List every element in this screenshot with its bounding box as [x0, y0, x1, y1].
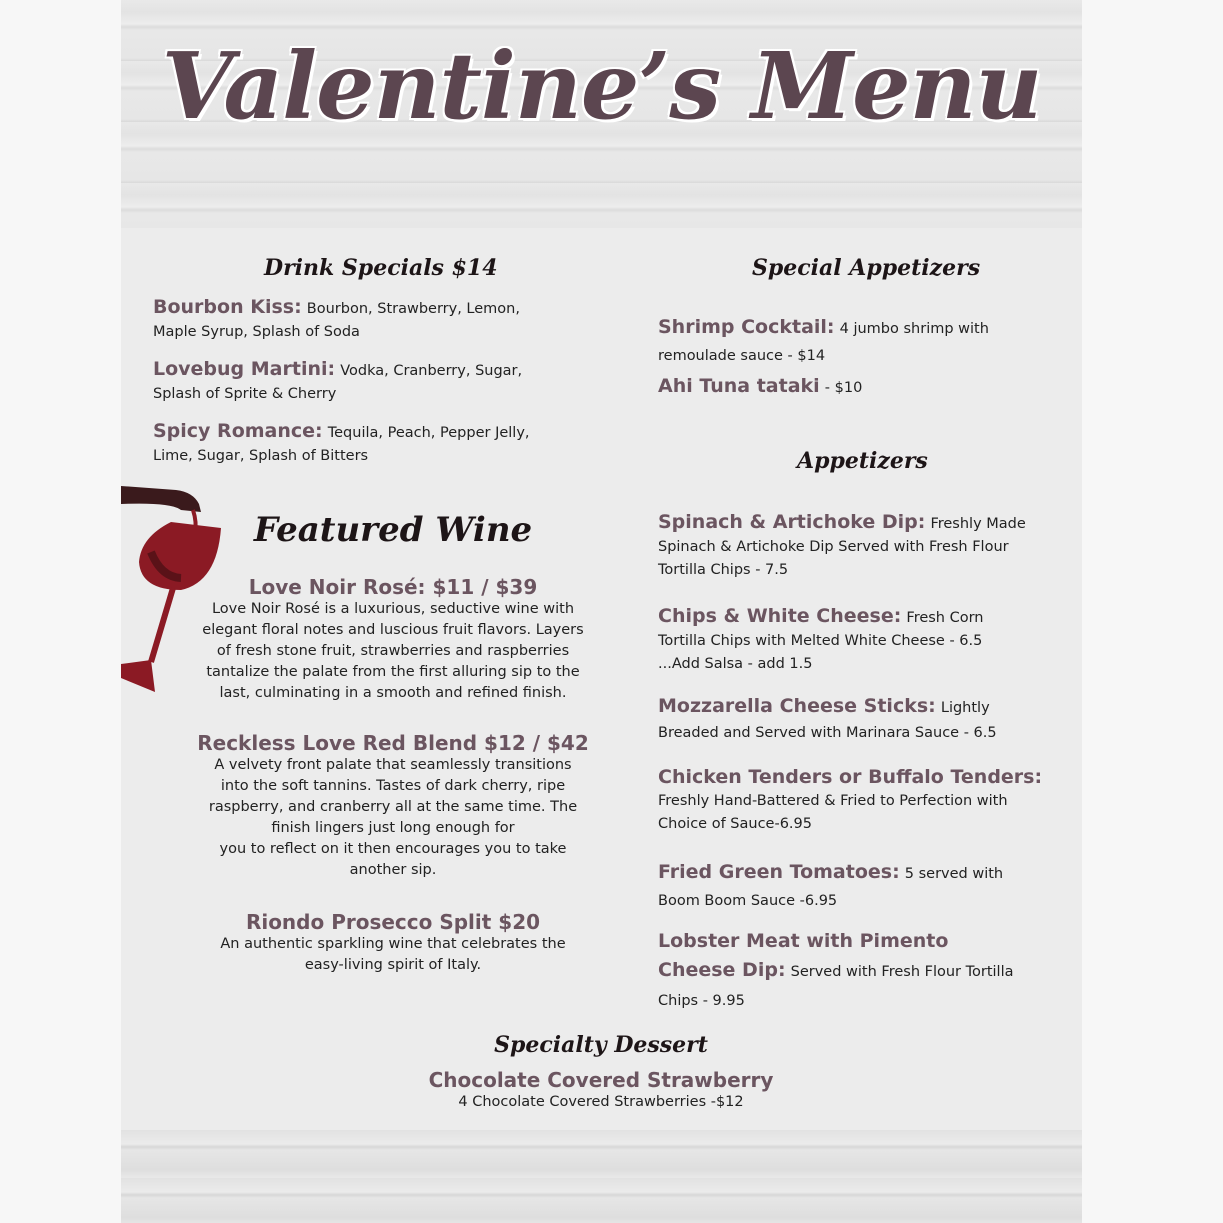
special-appetizer-item: Ahi Tuna tataki - $10	[658, 375, 863, 397]
wine-item: Love Noir Rosé: $11 / $39 Love Noir Rosé is a luxurious, seductive wine with elegant floral notes and luscious fruit flavors. Layers of fresh stone fruit, strawberries and raspberries tantalize the palate from the first alluring sip to the last, culminating in a smooth and refined finish.	[202, 575, 584, 701]
drink-item: Bourbon Kiss: Bourbon, Strawberry, Lemon, Maple Syrup, Splash of Soda	[153, 296, 520, 340]
special-appetizer-item: Shrimp Cocktail: 4 jumbo shrimp with remoulade sauce - $14	[658, 316, 989, 364]
appetizers-heading: Appetizers	[797, 448, 928, 474]
appetizer-item: Chips & White Cheese: Fresh Corn Tortilla Chips with Melted White Cheese - 6.5 ...Add Salsa - add 1.5	[658, 605, 984, 672]
appetizer-item: Mozzarella Cheese Sticks: Lightly Breaded and Served with Marinara Sauce - 6.5	[658, 695, 997, 741]
drinks-heading: Drink Specials $14	[264, 255, 498, 281]
wine-item: Reckless Love Red Blend $12 / $42 A velvety front palate that seamlessly transitions into the soft tannins. Tastes of dark cherry, ripe raspberry, and cranberry all at the same time. The finish lingers just long enough for you to reflect on it then encourages you to take another sip.	[197, 731, 589, 878]
special-appetizers-heading: Special Appetizers	[752, 255, 981, 281]
dessert-heading: Specialty Dessert	[494, 1032, 708, 1058]
drink-item: Lovebug Martini: Vodka, Cranberry, Sugar, Splash of Sprite & Cherry	[153, 358, 523, 402]
appetizer-item: Fried Green Tomatoes: 5 served with Boom Boom Sauce -6.95	[658, 861, 1004, 909]
appetizer-item: Lobster Meat with Pimento Cheese Dip: Served with Fresh Flour Tortilla Chips - 9.95	[658, 930, 1014, 1009]
menu-page	[121, 0, 1082, 1223]
wine-item: Riondo Prosecco Split $20 An authentic sparkling wine that celebrates the easy-living spirit of Italy.	[220, 910, 566, 973]
appetizer-item: Chicken Tenders or Buffalo Tenders: Freshly Hand-Battered & Fried to Perfection with Choice of Sauce-6.95	[658, 766, 1043, 832]
appetizer-item: Spinach & Artichoke Dip: Freshly Made Spinach & Artichoke Dip Served with Fresh Flour Tortilla Chips - 7.5	[658, 511, 1026, 578]
menu-title: Valentine’s Menu	[161, 32, 1042, 140]
drink-item: Spicy Romance: Tequila, Peach, Pepper Jelly, Lime, Sugar, Splash of Bitters	[153, 420, 530, 464]
wood-background-bottom	[121, 1130, 1082, 1223]
dessert-item: Chocolate Covered Strawberry 4 Chocolate Covered Strawberries -$12	[428, 1068, 774, 1110]
wine-heading: Featured Wine	[253, 510, 533, 550]
